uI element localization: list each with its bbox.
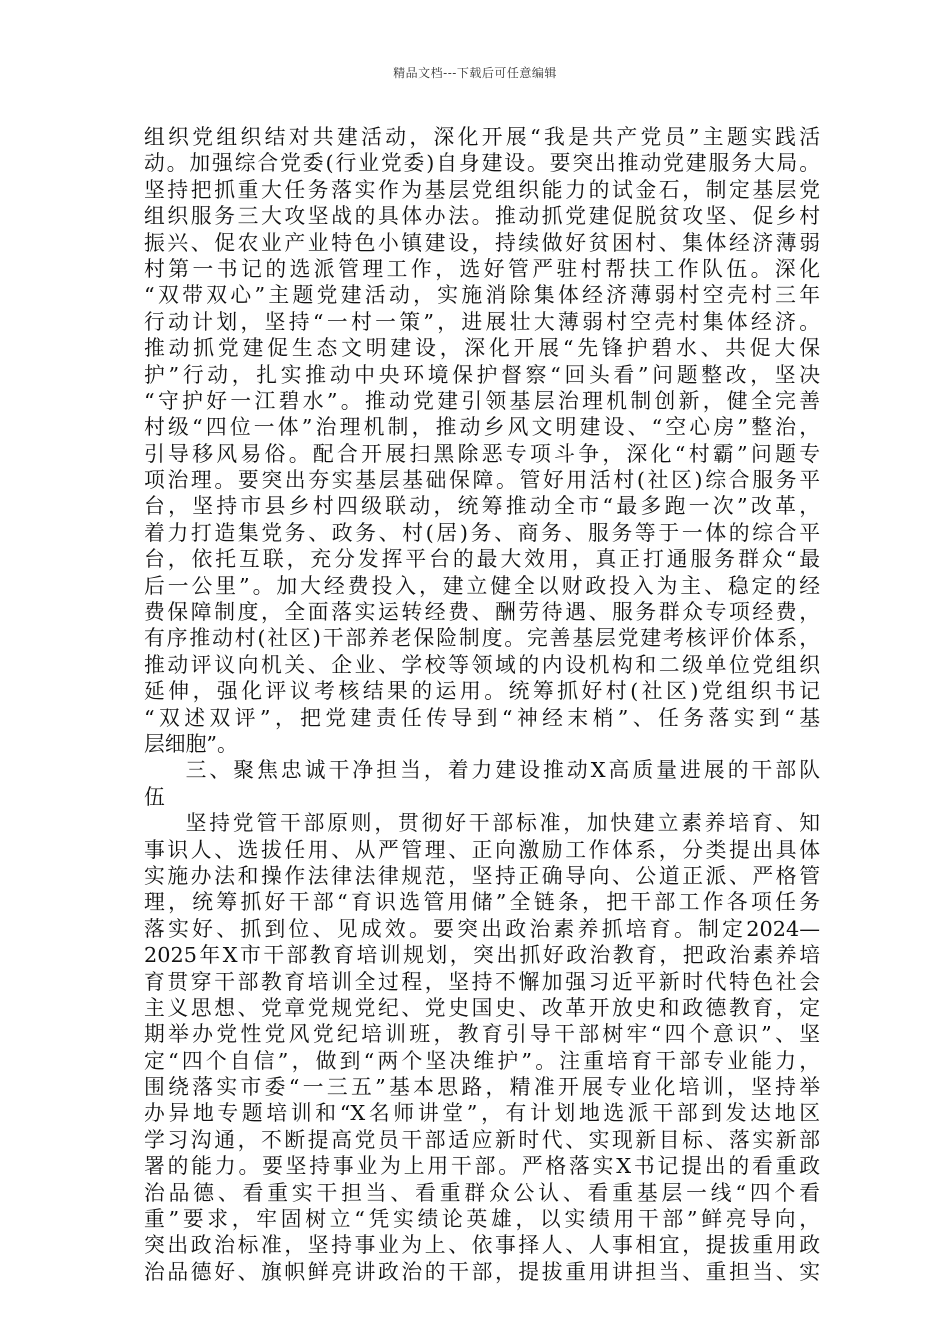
text-line: 坚持把抓重大任务落实作为基层党组织能力的试金石，制定基层党	[144, 177, 820, 202]
text-line: 重”要求，牢固树立“凭实绩论英雄，以实绩用干部”鲜亮导向，	[144, 1207, 820, 1232]
text-line: 突出政治标准，坚持事业为上、依事择人、人事相宜，提拔重用政	[144, 1233, 820, 1258]
text-line: 台，依托互联，充分发挥平台的最大效用，真正打通服务群众“最	[144, 547, 820, 572]
text-line: 村级“四位一体”治理机制，推动乡风文明建设、“空心房”整治，	[144, 415, 820, 440]
text-line: 育贯穿干部教育培训全过程，坚持不懈加强习近平新时代特色社会	[144, 969, 820, 994]
text-line: 坚持党管干部原则，贯彻好干部标准，加快建立素养培育、知	[185, 811, 820, 836]
text-line: 学习沟通，不断提高党员干部适应新时代、实现新目标、落实新部	[144, 1127, 820, 1152]
text-line: 护”行动，扎实推动中央环境保护督察“回头看”问题整改，坚决	[144, 362, 820, 387]
text-line: 事识人、选拔任用、从严管理、正向激励工作体系，分类提出具体	[144, 837, 820, 862]
text-line: 推动抓党建促生态文明建设，深化开展“先锋护碧水、共促大保	[144, 336, 820, 361]
text-line: 定“四个自信”，做到“两个坚决维护”。注重培育干部专业能力，	[144, 1048, 820, 1073]
text-line: 振兴、促农业产业特色小镇建设，持续做好贫困村、集体经济薄弱	[144, 230, 820, 255]
text-line: 引导移风易俗。配合开展扫黑除恶专项斗争，深化“村霸”问题专	[144, 441, 820, 466]
text-line: 2025年X市干部教育培训规划，突出抓好政治教育，把政治素养培	[144, 943, 820, 968]
text-line: 理，统筹抓好干部“育识选管用储”全链条，把干部工作各项任务	[144, 890, 820, 915]
text-line: 围绕落实市委“一三五”基本思路，精准开展专业化培训，坚持举	[144, 1075, 820, 1100]
text-line: 组织服务三大攻坚战的具体办法。推动抓党建促脱贫攻坚、促乡村	[144, 204, 820, 229]
text-line: 期举办党性党风党纪培训班，教育引导干部树牢“四个意识”、坚	[144, 1022, 820, 1047]
text-line: 村第一书记的选派管理工作，选好管严驻村帮扶工作队伍。深化	[144, 256, 820, 281]
text-line: 主义思想、党章党规党纪、党史国史、改革开放史和政德教育，定	[144, 995, 820, 1020]
document-body	[144, 124, 820, 1285]
text-line: 费保障制度，全面落实运转经费、酬劳待遇、服务群众专项经费，	[144, 600, 820, 625]
text-line: 动。加强综合党委(行业党委)自身建设。要突出推动党建服务大局。	[144, 151, 820, 176]
text-line: 组织党组织结对共建活动，深化开展“我是共产党员”主题实践活	[144, 125, 820, 149]
text-line: 治品德、看重实干担当、看重群众公认、看重基层一线“四个看	[144, 1180, 820, 1205]
text-line: 行动计划，坚持“一村一策”，进展壮大薄弱村空壳村集体经济。	[144, 309, 820, 334]
text-line: 后一公里”。加大经费投入，建立健全以财政投入为主、稳定的经	[144, 573, 820, 598]
text-line: 延伸，强化评议考核结果的运用。统筹抓好村(社区)党组织书记	[144, 679, 820, 704]
text-line: “双带双心”主题党建活动，实施消除集体经济薄弱村空壳村三年	[144, 283, 820, 308]
text-line: 伍	[144, 784, 165, 809]
text-line: 着力打造集党务、政务、村(居)务、商务、服务等于一体的综合平	[144, 520, 820, 545]
text-line: “守护好一江碧水”。推动党建引领基层治理机制创新，健全完善	[144, 388, 820, 413]
text-line: 实施办法和操作法律法律规范，坚持正确导向、公道正派、严格管	[144, 863, 820, 888]
text-line: 层细胞”。	[144, 731, 238, 756]
text-line: 治品德好、旗帜鲜亮讲政治的干部，提拔重用讲担当、重担当、实	[144, 1259, 820, 1284]
text-line: “双述双评”，把党建责任传导到“神经末梢”、任务落实到“基	[144, 705, 820, 730]
text-line: 三、聚焦忠诚干净担当，着力建设推动X高质量进展的干部队	[185, 758, 820, 783]
text-line: 推动评议向机关、企业、学校等领域的内设机构和二级单位党组织	[144, 652, 820, 677]
text-line: 台，坚持市县乡村四级联动，统筹推动全市“最多跑一次”改革，	[144, 494, 820, 519]
page-header: 精品文档---下载后可任意编辑	[393, 66, 557, 80]
text-line: 署的能力。要坚持事业为上用干部。严格落实X书记提出的看重政	[144, 1154, 820, 1179]
text-line: 有序推动村(社区)干部养老保险制度。完善基层党建考核评价体系，	[144, 626, 820, 651]
text-line: 项治理。要突出夯实基层基础保障。管好用活村(社区)综合服务平	[144, 468, 820, 493]
text-line: 落实好、抓到位、见成效。要突出政治素养抓培育。制定2024—	[144, 916, 820, 941]
text-line: 办异地专题培训和“X名师讲堂”，有计划地选派干部到发达地区	[144, 1101, 820, 1126]
